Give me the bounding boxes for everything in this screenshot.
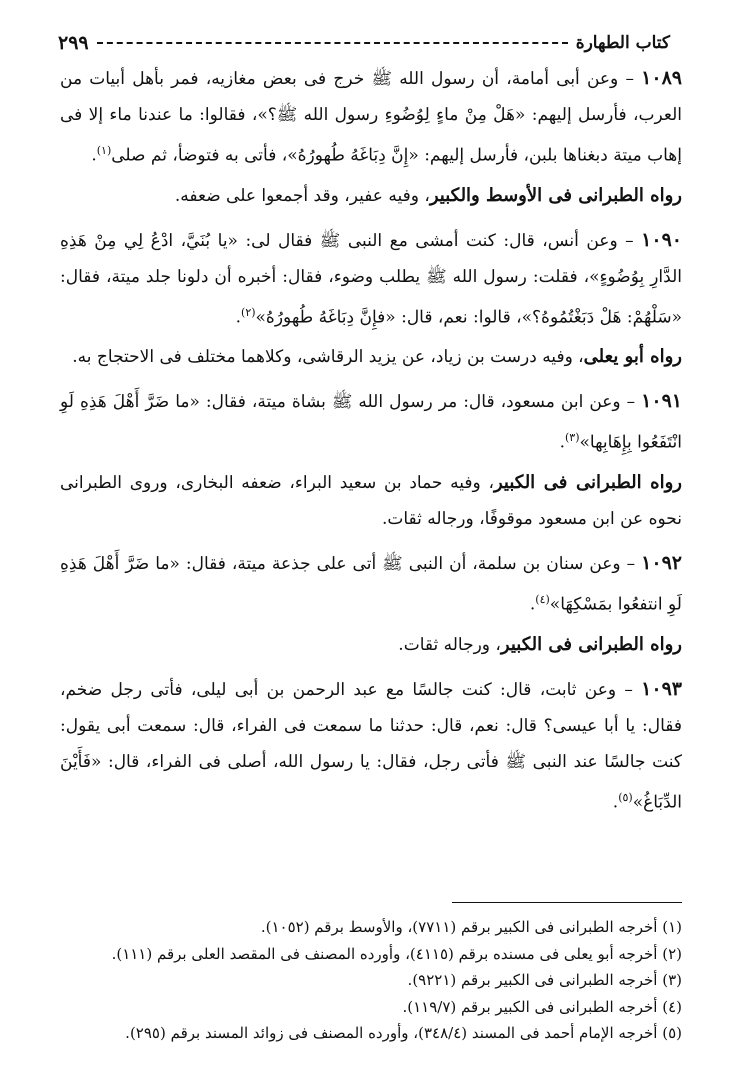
- page-body: [60, 60, 682, 824]
- hadith-number: ١٠٩٢: [641, 551, 682, 574]
- sentence-end: .: [559, 432, 565, 453]
- source-note: ، ورجاله ثقات.: [398, 634, 501, 655]
- hadith-1091: [60, 383, 682, 461]
- source-note: ، وفيه حماد بن سعيد البراء، ضعفه البخارى، وروى الطبرانى نحوه عن ابن مسعود موقوفًا، ورجاله ثقات.: [60, 472, 682, 529]
- source-name: رواه الطبرانى فى الكبير: [493, 471, 682, 493]
- footnote-4: (٤) أخرجه الطبرانى فى الكبير برقم (١١٩/٧).: [402, 997, 682, 1016]
- hadith-number: ١٠٩٣: [641, 677, 682, 700]
- hadith-text: – وعن أنس، قال: كنت أمشى مع النبى ﷺ فقال لى: «يا بُنَيَّ، ادْعُ لِي مِنْ هَذِهِ الدَّارِ بِوُضُوءٍ»، فقلت: رسول الله ﷺ يطلب وضوء، فقال: أخبره أن دلونا جلد ميتة، فقال: «سَلْهُمْ: هَلْ دَبَغْتُمُوهُ؟»، قالوا: نعم، قال: «فإِنَّ دِبَاغَهُ طُهورُهُ»: [60, 230, 682, 328]
- hadith-number: ١٠٩٠: [641, 228, 682, 251]
- chapter-title: كتاب الطهارة: [575, 33, 670, 53]
- sentence-end: .: [529, 594, 536, 615]
- hadith-text: – وعن ثابت، قال: كنت جالسًا مع عبد الرحمن بن أبى ليلى، فأتى رجل ضخم، فقال: يا أبا عيسى؟ قال: نعم، قال: حدثنا ما سمعت فى الفراء، قال: سمعت أبى يقول: كنت جالسًا عند النبى ﷺ فأتى رجل، فقال: يا رسول الله، أصلى فى الفراء، قال: «فَأَيْنَ الدِّبَاغُ»: [60, 679, 682, 813]
- hadith-text: – وعن أبى أمامة، أن رسول الله ﷺ خرج فى بعض مغازيه، فمر بأهل أبيات من العرب، فأرسل إليهم: «هَلْ مِنْ ماءٍ لِوُضُوءِ رسول الله ﷺ؟»، فقالوا: ما عندنا ماء إلا فى إهاب ميتة دبغناها بلبن، فأرسل إليهم: «إِنَّ دِبَاغَهُ طُهورُهُ»، فأتى به فتوضأ، ثم صلى: [60, 69, 682, 166]
- footnote-ref: (١): [96, 144, 112, 157]
- hadith-1093: [60, 671, 682, 821]
- hadith-text: – وعن ابن مسعود، قال: مر رسول الله ﷺ بشاة ميتة، فقال: «ما ضَرَّ أَهْلَ هَذِهِ لَوِ انْتَفَعُوا بِإِهَابِها»: [60, 392, 682, 453]
- footnote-separator: [452, 902, 682, 903]
- footnote-ref: (٤): [535, 592, 550, 606]
- footnote-ref: (٢): [241, 305, 256, 319]
- source-name: رواه الطبرانى فى الكبير: [500, 633, 682, 655]
- hadith-source-1092: [60, 627, 682, 663]
- page-header: [58, 30, 670, 56]
- sentence-end: .: [612, 792, 619, 813]
- footnote-5: (٥) أخرجه الإمام أحمد فى المسند (٣٤٨/٤)، وأورده المصنف فى زوائد المسند برقم (٢٩٥).: [125, 1024, 682, 1042]
- source-note: ، وفيه عفير، وقد أجمعوا على ضعفه.: [174, 185, 430, 206]
- hadith-text: – وعن سنان بن سلمة، أن النبى ﷺ أتى على جذعة ميتة، فقال: «ما ضَرَّ أَهْلَ هَذِهِ لَوِ انتفعُوا بمَسْكِهَا»: [60, 553, 682, 615]
- hadith-number: ١٠٩١: [641, 390, 682, 413]
- source-note: ، وفيه درست بن زياد، عن يزيد الرقاشى، وكلاهما مختلف فى الاحتجاج به.: [72, 347, 584, 368]
- footnote-2: (٢) أخرجه أبو يعلى فى مسنده برقم (٤١١٥)، وأورده المصنف فى المقصد العلى برقم (١١١).: [111, 944, 682, 963]
- hadith-1089: [60, 60, 682, 174]
- hadith-source-1090: [60, 339, 682, 375]
- footnote-3: (٣) أخرجه الطبرانى فى الكبير برقم (٩٢٢١).: [407, 971, 682, 989]
- source-name: رواه الطبرانى فى الأوسط والكبير: [429, 184, 682, 206]
- hadith-1090: [60, 222, 682, 336]
- sentence-end: .: [91, 145, 97, 166]
- footnote-1: (١) أخرجه الطبرانى فى الكبير برقم (٧٧١١)، والأوسط برقم (١٠٥٢).: [260, 918, 682, 936]
- hadith-source-1091: [60, 465, 682, 537]
- hadith-source-1089: [60, 178, 682, 214]
- source-name: رواه أبو يعلى: [583, 346, 682, 368]
- header-dashed-rule: [97, 42, 568, 44]
- footnote-ref: (٥): [618, 790, 633, 804]
- footnote-ref: (٣): [564, 431, 580, 445]
- page-number: ٢٩٩: [58, 32, 89, 54]
- hadith-number: ١٠٨٩: [641, 67, 682, 89]
- sentence-end: .: [235, 307, 242, 328]
- hadith-1092: [60, 545, 682, 623]
- footnotes: [60, 914, 682, 1047]
